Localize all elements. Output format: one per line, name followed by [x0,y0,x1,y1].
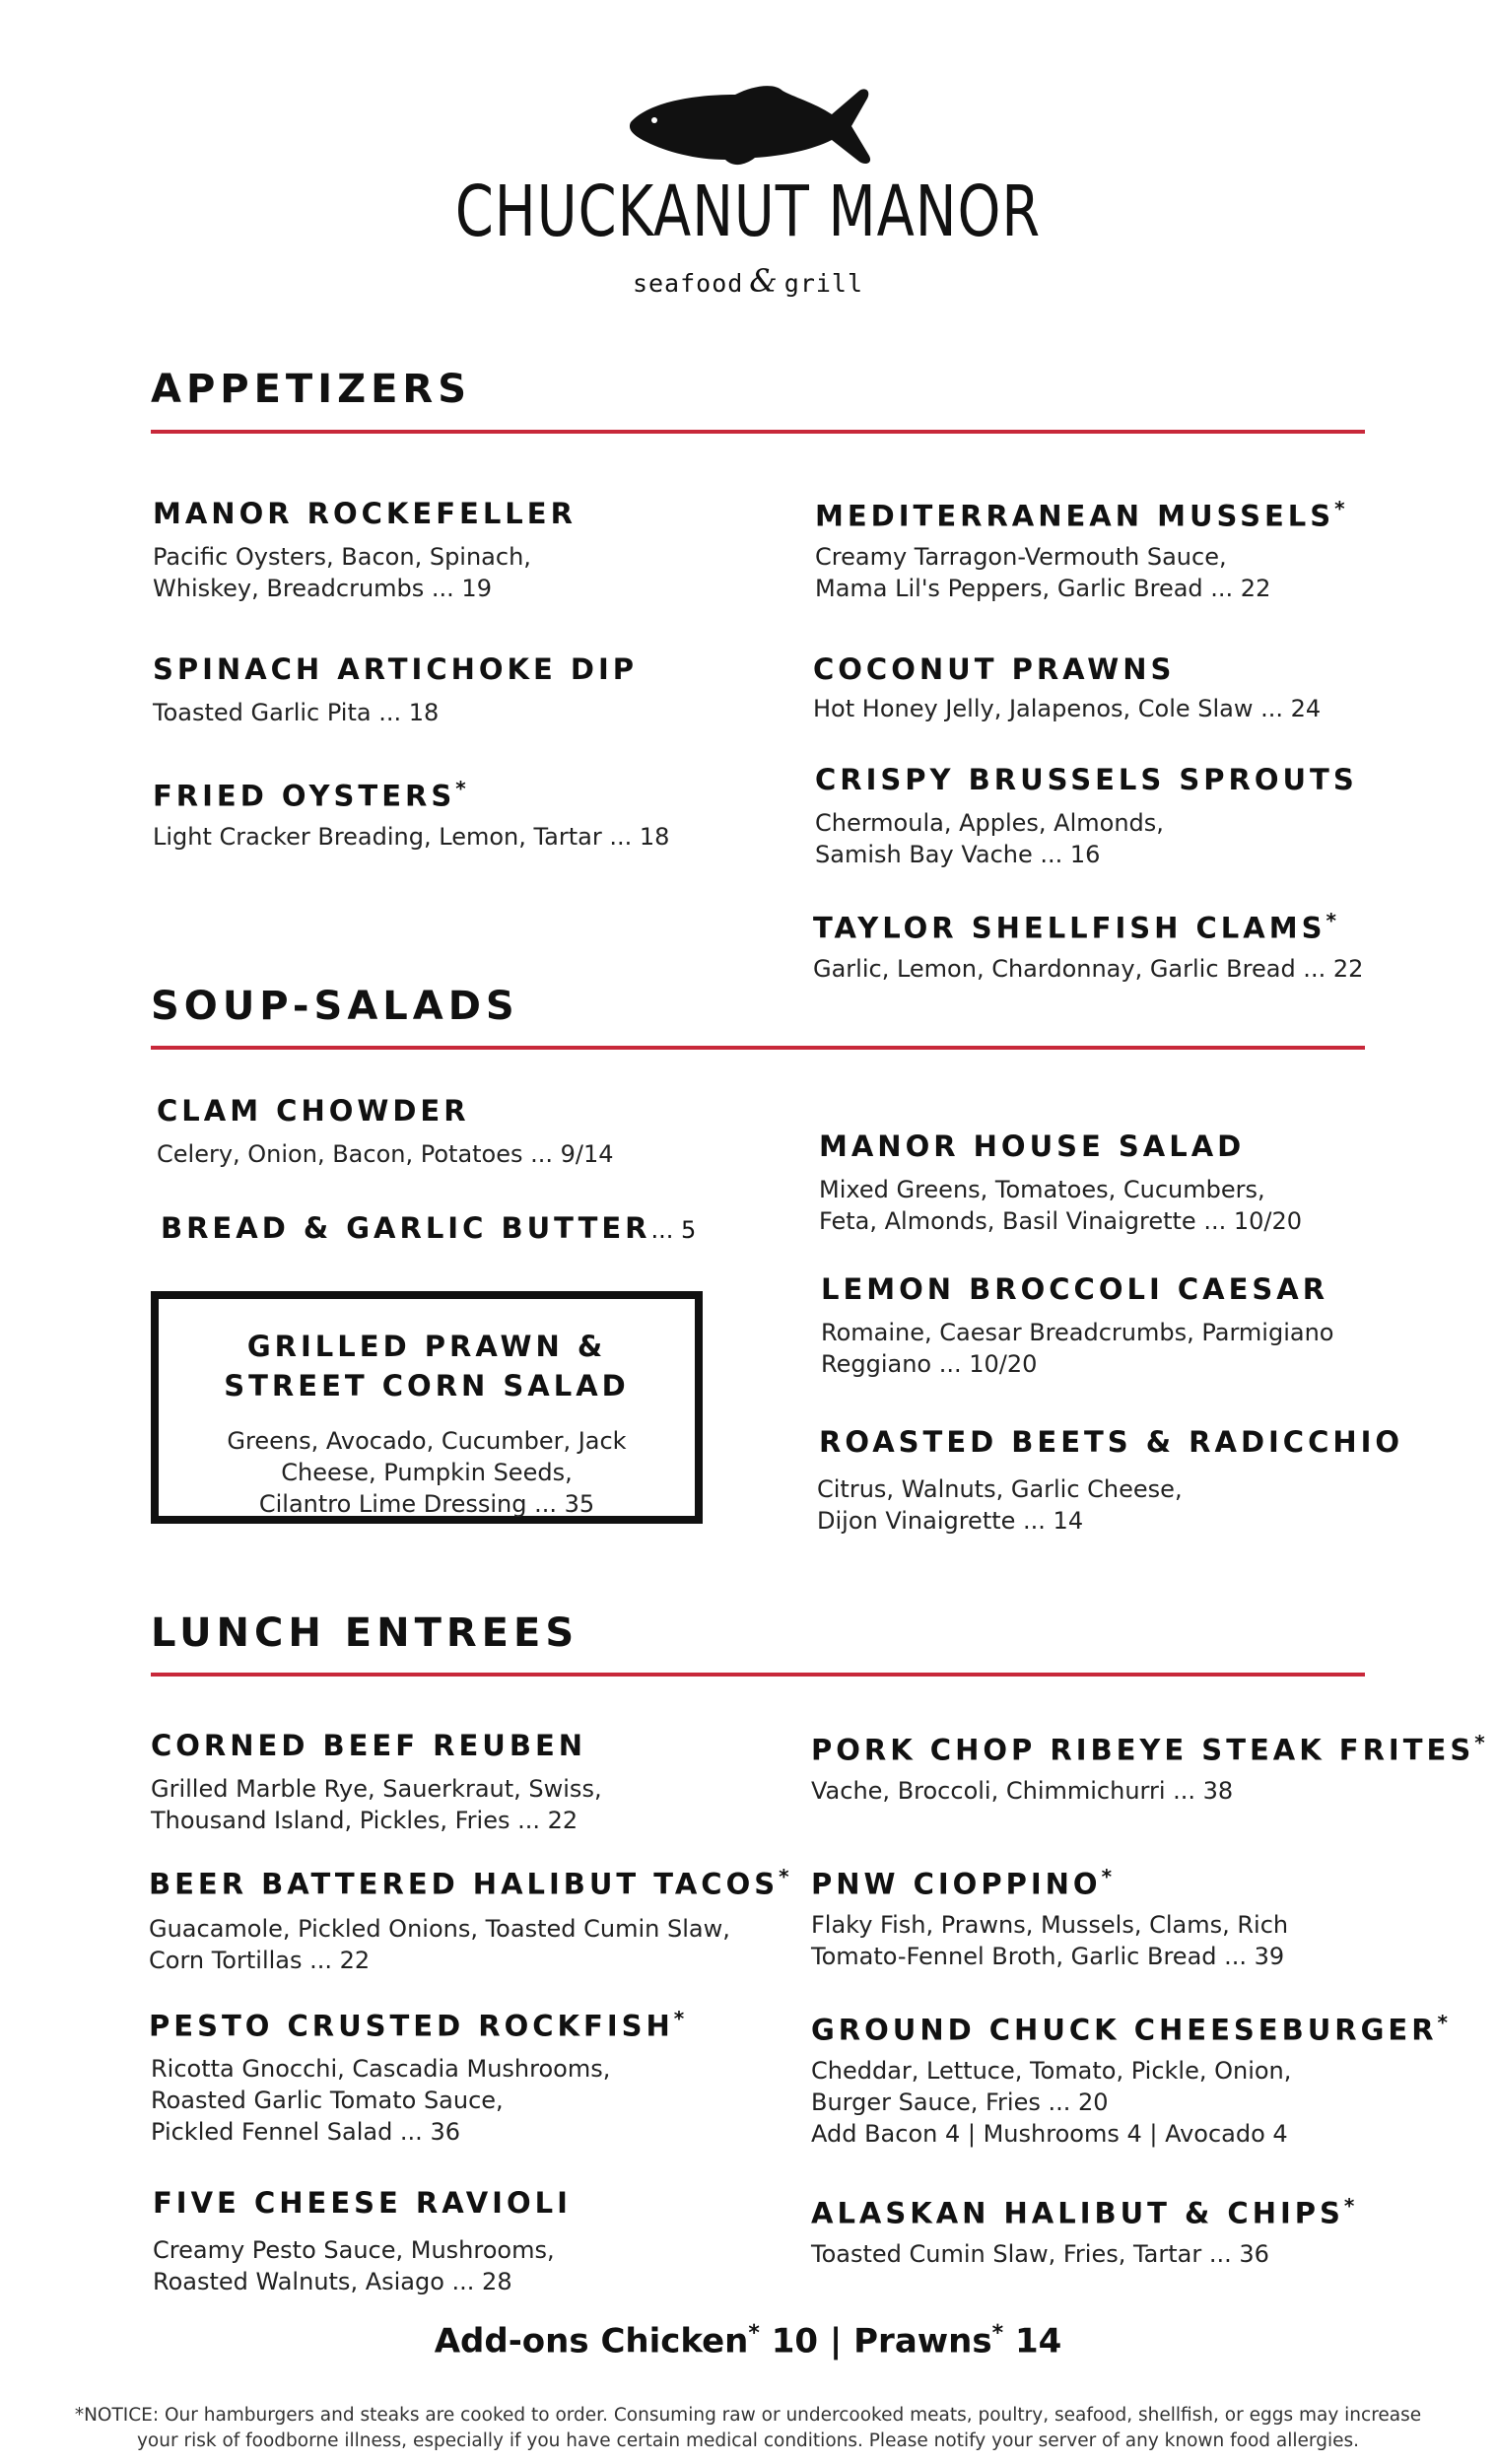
item-name-five-cheese-ravioli: FIVE CHEESE RAVIOLI [153,2186,572,2220]
tagline-ampersand: & [749,262,779,300]
item-name-manor-rockefeller: MANOR ROCKEFELLER [153,497,577,530]
item-name-pnw-cioppino: PNW CIOPPINO* [811,1865,1113,1901]
item-name-pesto-crusted-rockfish: PESTO CRUSTED ROCKFISH* [149,2007,685,2043]
item-desc-pork-chop-ribeye-steak-frites: Vache, Broccoli, Chimmichurri ... 38 [811,1777,1234,1805]
item-name-pork-chop-ribeye-steak-frites: PORK CHOP RIBEYE STEAK FRITES* [811,1731,1485,1767]
item-name-alaskan-halibut-chips: ALASKAN HALIBUT & CHIPS* [811,2194,1355,2230]
featured-salad-title: GRILLED PRAWN & STREET CORN SALAD [224,1330,630,1403]
brand-tagline [0,262,1496,300]
item-desc-clam-chowder: Celery, Onion, Bacon, Potatoes ... 9/14 [157,1140,614,1168]
section-divider [151,1673,1365,1677]
item-desc-lemon-broccoli-caesar: Romaine, Caesar Breadcrumbs, Parmigiano Reggiano ... 10/20 [821,1319,1334,1378]
section-divider [151,1046,1365,1050]
fish-logo-icon [627,81,875,170]
tagline-seafood: seafood [632,269,744,298]
item-desc-fried-oysters: Light Cracker Breading, Lemon, Tartar ... 18 [153,823,670,851]
item-name-lemon-broccoli-caesar: LEMON BROCCOLI CAESAR [821,1272,1329,1306]
item-name-mediterranean-mussels: MEDITERRANEAN MUSSELS* [815,497,1345,533]
item-desc-corned-beef-reuben: Grilled Marble Rye, Sauerkraut, Swiss, Thousand Island, Pickles, Fries ... 22 [151,1775,602,1834]
item-name-corned-beef-reuben: CORNED BEEF REUBEN [151,1729,587,1762]
item-desc-mediterranean-mussels: Creamy Tarragon-Vermouth Sauce, Mama Lil's Peppers, Garlic Bread ... 22 [815,543,1271,602]
item-desc-roasted-beets-radicchio: Citrus, Walnuts, Garlic Cheese, Dijon Vinaigrette ... 14 [817,1475,1183,1535]
item-name-clam-chowder: CLAM CHOWDER [157,1094,470,1128]
item-desc-spinach-artichoke-dip: Toasted Garlic Pita ... 18 [153,699,440,726]
addons-line: Add-ons Chicken* 10 | Prawns* 14 [434,2321,1062,2361]
item-desc-coconut-prawns: Hot Honey Jelly, Jalapenos, Cole Slaw ... 24 [813,695,1322,722]
tagline-grill: grill [783,269,864,298]
item-name-spinach-artichoke-dip: SPINACH ARTICHOKE DIP [153,652,639,686]
item-desc-five-cheese-ravioli: Creamy Pesto Sauce, Mushrooms, Roasted Walnuts, Asiago ... 28 [153,2236,555,2295]
section-divider [151,430,1365,434]
item-name-coconut-prawns: COCONUT PRAWNS [813,652,1176,686]
item-desc-manor-rockefeller: Pacific Oysters, Bacon, Spinach, Whiskey, Breadcrumbs ... 19 [153,543,531,602]
item-name-manor-house-salad: MANOR HOUSE SALAD [819,1129,1246,1163]
featured-salad-box [151,1291,703,1524]
item-desc-ground-chuck-cheeseburger: Cheddar, Lettuce, Tomato, Pickle, Onion, Burger Sauce, Fries ... 20 Add Bacon 4 | Mushrooms 4 | Avocado 4 [811,2057,1292,2148]
item-desc-manor-house-salad: Mixed Greens, Tomatoes, Cucumbers, Feta, Almonds, Basil Vinaigrette ... 10/20 [819,1176,1303,1235]
brand-name: CHUCKANUT MANOR [454,170,1042,253]
item-desc-beer-battered-halibut-tacos: Guacamole, Pickled Onions, Toasted Cumin Slaw, Corn Tortillas ... 22 [149,1915,730,1974]
item-name-beer-battered-halibut-tacos: BEER BATTERED HALIBUT TACOS* [149,1865,789,1901]
item-desc-crispy-brussels-sprouts: Chermoula, Apples, Almonds, Samish Bay Vache ... 16 [815,809,1164,868]
item-name-roasted-beets-radicchio: ROASTED BEETS & RADICCHIO [819,1425,1404,1459]
item-desc-alaskan-halibut-chips: Toasted Cumin Slaw, Fries, Tartar ... 36 [811,2240,1269,2268]
item-desc-taylor-shellfish-clams: Garlic, Lemon, Chardonnay, Garlic Bread ... 22 [813,955,1364,983]
item-name-crispy-brussels-sprouts: CRISPY BRUSSELS SPROUTS [815,763,1358,796]
section-title-appetizers: APPETIZERS [151,367,472,412]
section-title-lunch-entrees: LUNCH ENTREES [151,1610,579,1656]
item-name-fried-oysters: FRIED OYSTERS* [153,777,466,813]
item-name-taylor-shellfish-clams: TAYLOR SHELLFISH CLAMS* [813,909,1336,945]
item-desc-pnw-cioppino: Flaky Fish, Prawns, Mussels, Clams, Rich Tomato-Fennel Broth, Garlic Bread ... 39 [811,1911,1289,1970]
allergy-notice: *NOTICE: Our hamburgers and steaks are cooked to order. Consuming raw or undercooked meats, poultry, seafood, shellfish, or eggs may increase your risk of foodborne illness, especially if you have certain medical conditions. Please notify your server of any known food allergies. [74,2405,1422,2451]
item-name-ground-chuck-cheeseburger: GROUND CHUCK CHEESEBURGER* [811,2011,1448,2047]
featured-salad-desc: Greens, Avocado, Cucumber, Jack Cheese, Pumpkin Seeds, Cilantro Lime Dressing ... 35 [227,1427,627,1518]
section-title-soup-salads: SOUP-SALADS [151,984,519,1029]
item-desc-pesto-crusted-rockfish: Ricotta Gnocchi, Cascadia Mushrooms, Roasted Garlic Tomato Sauce, Pickled Fennel Salad ... 36 [151,2055,611,2146]
item-name-bread-garlic-butter: BREAD & GARLIC BUTTER... 5 [161,1211,697,1245]
